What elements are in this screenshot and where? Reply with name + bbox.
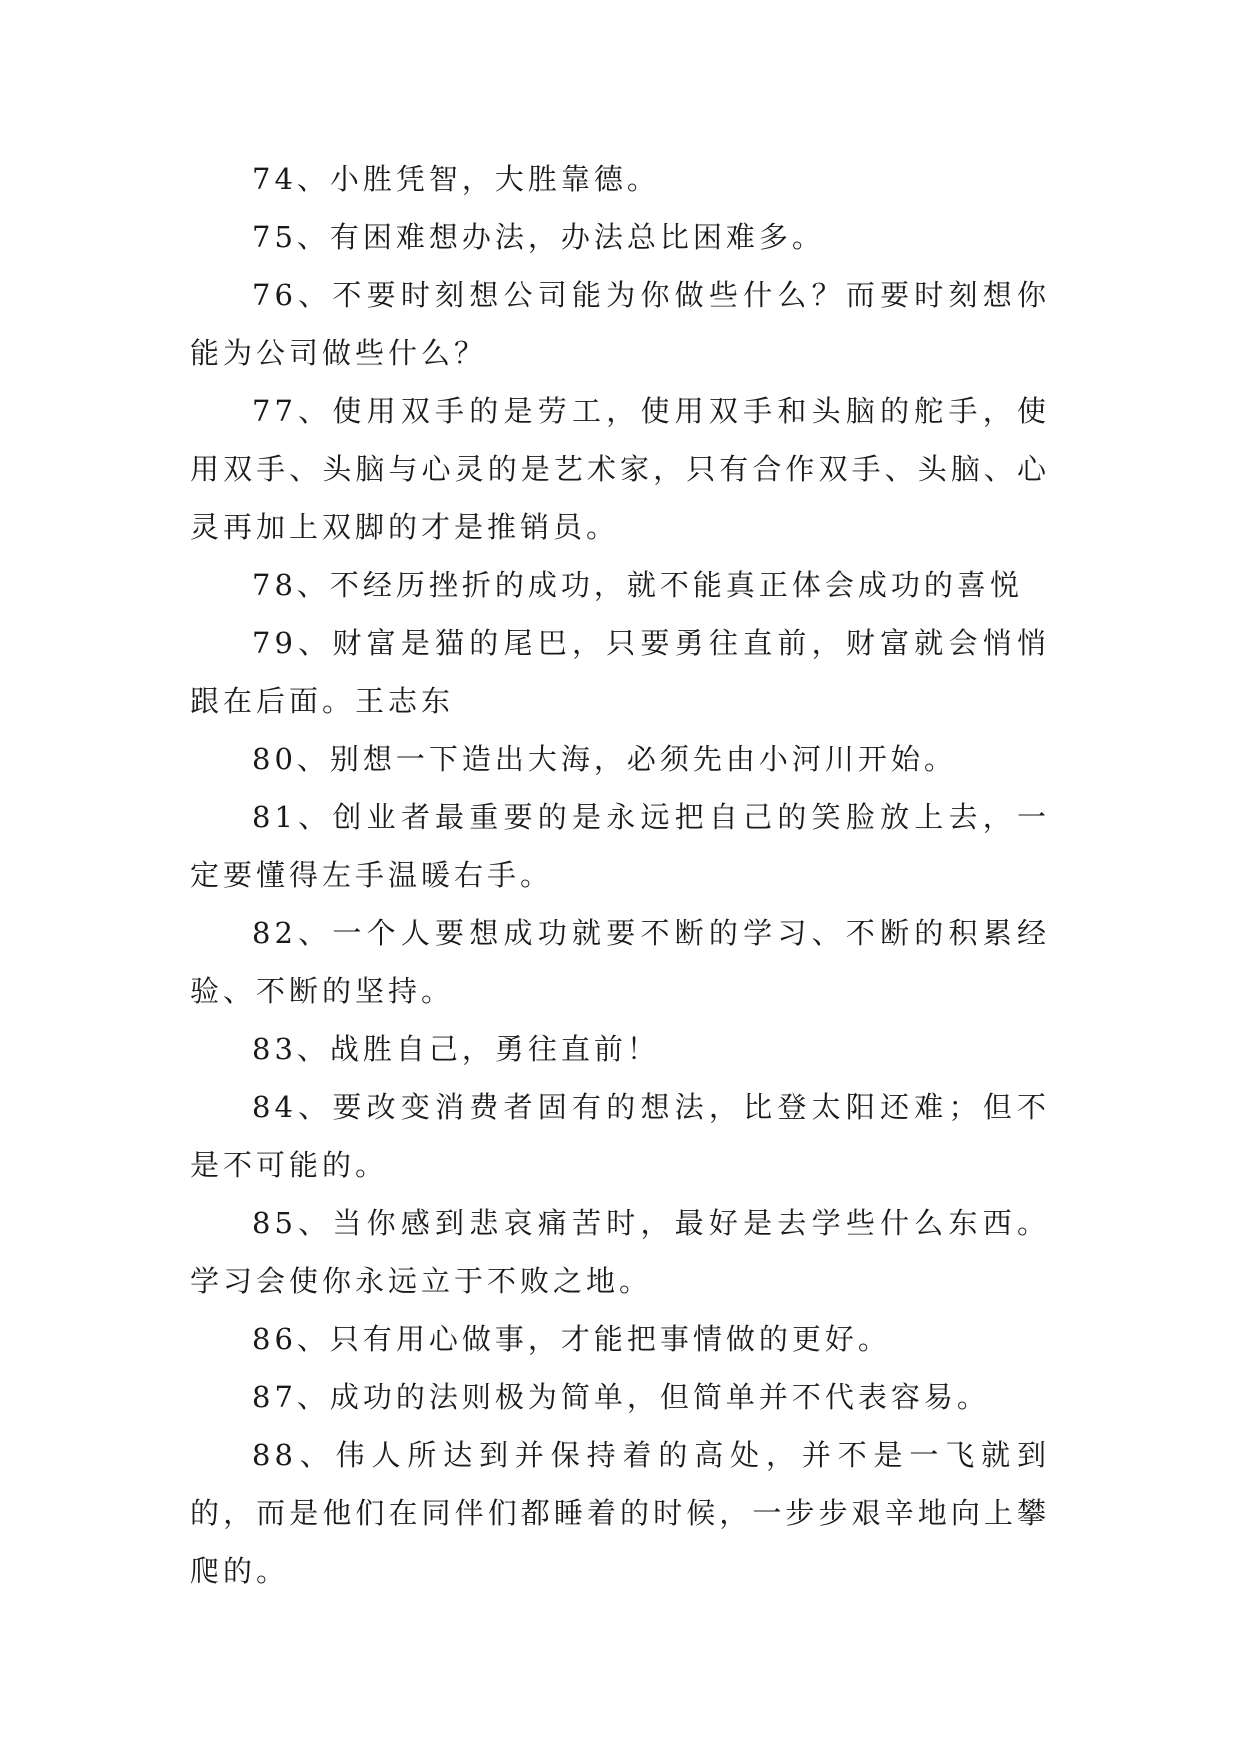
- paragraph-80: 80、别想一下造出大海，必须先由小河川开始。: [252, 742, 957, 776]
- paragraph-82: 82、一个人要想成功就要不断的学习、不断的积累经验、不断的坚持。: [190, 916, 1050, 1008]
- paragraph-77: 77、使用双手的是劳工，使用双手和头脑的舵手，使用双手、头脑与心灵的是艺术家，只有合作双手、头脑、心灵再加上双脚的才是推销员。: [190, 394, 1050, 544]
- paragraph-81: 81、创业者最重要的是永远把自己的笑脸放上去，一定要懂得左手温暖右手。: [190, 800, 1050, 892]
- paragraph-88: 88、伟人所达到并保持着的高处，并不是一飞就到的，而是他们在同伴们都睡着的时候，一步步艰辛地向上攀爬的。: [190, 1438, 1050, 1588]
- paragraph-75: 75、有困难想办法，办法总比困难多。: [252, 220, 825, 254]
- paragraph-85: 85、当你感到悲哀痛苦时，最好是去学些什么东西。学习会使你永远立于不败之地。: [190, 1206, 1050, 1298]
- paragraph-76: 76、不要时刻想公司能为你做些什么？而要时刻想你能为公司做些什么？: [190, 278, 1050, 370]
- paragraph-83: 83、战胜自己，勇往直前！: [252, 1032, 660, 1066]
- paragraph-79: 79、财富是猫的尾巴，只要勇往直前，财富就会悄悄跟在后面。王志东: [190, 626, 1050, 718]
- paragraph-87: 87、成功的法则极为简单，但简单并不代表容易。: [252, 1380, 990, 1414]
- paragraph-74: 74、小胜凭智，大胜靠德。: [252, 162, 660, 196]
- document-body: [190, 150, 1050, 1600]
- paragraph-84: 84、要改变消费者固有的想法，比登太阳还难；但不是不可能的。: [190, 1090, 1050, 1182]
- paragraph-86: 86、只有用心做事，才能把事情做的更好。: [252, 1322, 891, 1356]
- paragraph-78: 78、不经历挫折的成功，就不能真正体会成功的喜悦: [252, 568, 1023, 602]
